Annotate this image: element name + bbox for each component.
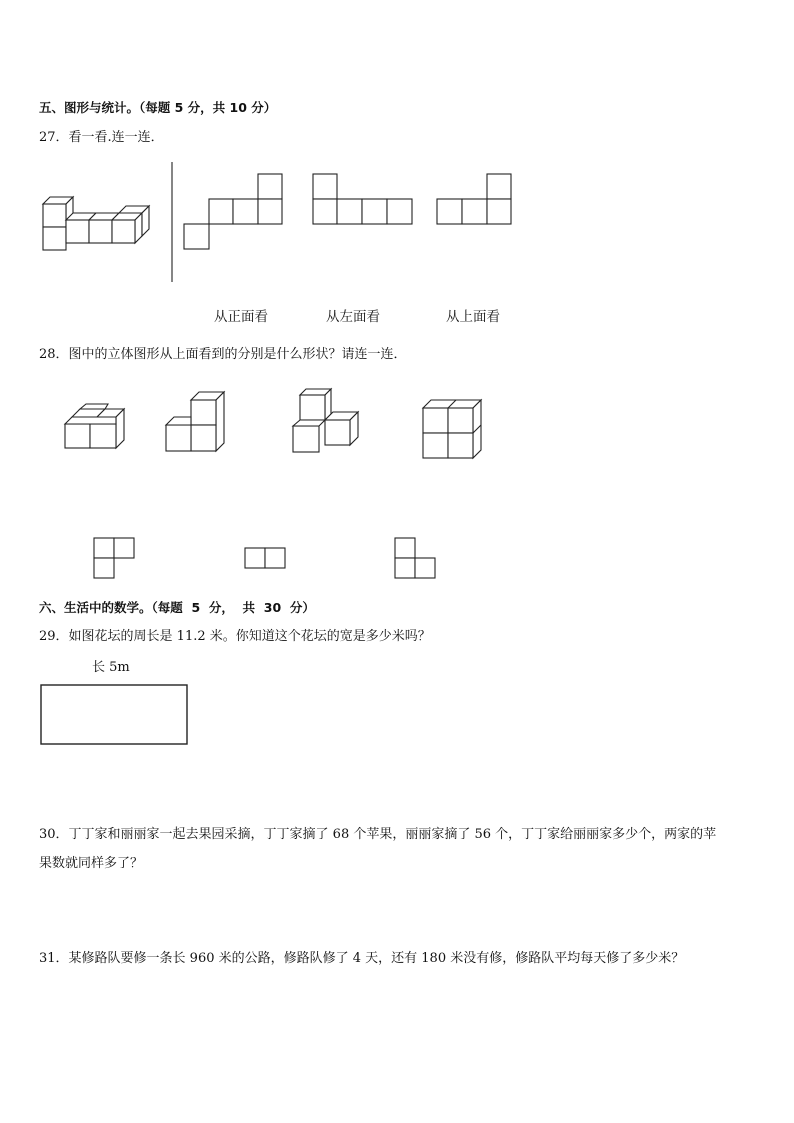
q27-view-label-left: 从左面看 [326,309,380,325]
section-5-title: 五、图形与统计。（每题 5 分，共 10 分） [39,100,277,115]
question-30-text-line1: 30．丁丁家和丽丽家一起去果园采摘，丁丁家摘了 68 个苹果，丽丽家摘了 56 个，丁丁家给丽丽家多少个，两家的苹 [39,827,717,842]
section-6-title: 六、生活中的数学。（每题 5 分， 共 30 分） [39,600,315,615]
question-28-text: 28．图中的立体图形从上面看到的分别是什么形状？请连一连． [39,347,407,362]
question-27-text: 27．看一看.连一连． [39,130,164,145]
q27-view-label-front: 从正面看 [214,309,268,325]
question-31-text: 31．某修路队要修一条长 960 米的公路，修路队修了 4 天，还有 180 米没有修，修路队平均每天修了多少米？ [39,951,685,966]
q29-length-label: 长 5m [92,660,130,675]
question-30-text-line2: 果数就同样多了？ [39,856,144,871]
question-29-text: 29．如图花坛的周长是 11.2 米。你知道这个花坛的宽是多少米吗？ [39,629,431,644]
q27-view-label-top: 从上面看 [446,309,500,325]
